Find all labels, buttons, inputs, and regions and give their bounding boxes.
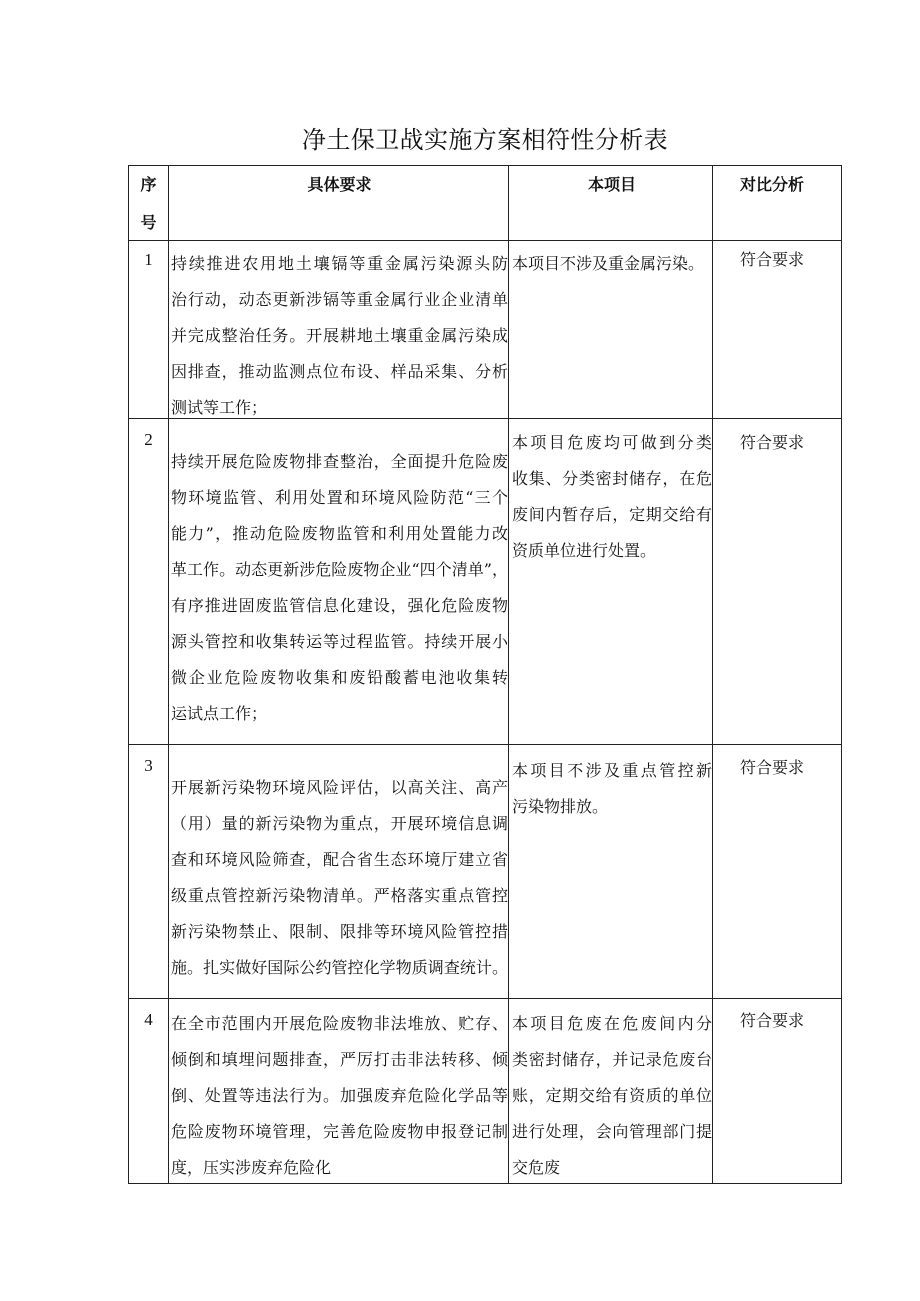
requirement-cell: [169, 999, 509, 1184]
requirement-line: 测试等工作；: [171, 398, 268, 417]
requirement-line: 查和环境风险筛查，配合省生态环境厅建立省: [171, 850, 508, 869]
requirement-line: 度，压实涉废弃危险化: [171, 1158, 332, 1177]
analysis-cell: [713, 999, 842, 1184]
requirement-line: 在全市范围内开展危险废物非法堆放、贮存、: [171, 1014, 508, 1033]
project-line: 收集、分类密封储存，在危: [512, 469, 712, 488]
row-index-cell: [129, 999, 169, 1184]
requirement-line: 施。扎实做好国际公约管控化学物质调查统计。: [171, 958, 508, 977]
requirement-cell: [169, 419, 509, 745]
header-analysis-label: 对比分析: [739, 175, 804, 194]
row-index: 4: [144, 1010, 153, 1029]
requirement-line: 因排查，推动监测点位布设、样品采集、分析: [171, 362, 508, 381]
project-cell: [509, 419, 713, 745]
requirement-line: 倾倒和填埋问题排查，严厉打击非法转移、倾: [171, 1050, 508, 1069]
project-line: 本项目危废在危废间内分: [512, 1014, 712, 1033]
requirement-line: （用）量的新污染物为重点，开展环境信息调: [171, 814, 508, 833]
header-project-label: 本项目: [587, 175, 636, 194]
compliance-analysis-table: [128, 165, 842, 1184]
project-line: 本项目不涉及重金属污染。: [512, 254, 705, 273]
analysis-cell: [713, 419, 842, 745]
requirement-line: 并完成整治任务。开展耕地土壤重金属污染成: [171, 326, 508, 345]
analysis-result: 符合要求: [739, 758, 804, 777]
header-requirement-cell: [169, 166, 509, 241]
analysis-cell: [713, 745, 842, 999]
requirement-line: 源头管控和收集转运等过程监管。持续开展小: [171, 632, 508, 651]
analysis-cell: [713, 241, 842, 419]
analysis-result: 符合要求: [739, 1011, 804, 1030]
row-index: 2: [144, 430, 153, 449]
project-cell: [509, 999, 713, 1184]
requirement-line: 革工作。动态更新涉危险废物企业“四个清单”，: [171, 560, 508, 579]
analysis-result: 符合要求: [739, 250, 804, 269]
header-index-cell: [129, 166, 169, 241]
document-title: 净土保卫战实施方案相符性分析表: [302, 126, 668, 154]
requirement-line: 持续推进农用地土壤镉等重金属污染源头防: [171, 254, 508, 273]
project-line: 资质单位进行处置。: [512, 541, 657, 560]
row-index-cell: [129, 419, 169, 745]
header-analysis-cell: [713, 166, 842, 241]
project-line: 账，定期交给有资质的单位: [512, 1086, 712, 1105]
requirement-line: 能力”，推动危险废物监管和利用处置能力改: [171, 524, 508, 543]
requirement-line: 开展新污染物环境风险评估，以高关注、高产: [171, 778, 508, 797]
header-index-label: 序号: [140, 175, 157, 232]
project-line: 污染物排放。: [512, 797, 609, 816]
row-index: 1: [144, 250, 153, 269]
requirement-line: 治行动，动态更新涉镉等重金属行业企业清单: [171, 290, 508, 309]
project-line: 本项目不涉及重点管控新: [512, 761, 712, 780]
project-cell: [509, 745, 713, 999]
requirement-line: 物环境监管、利用处置和环境风险防范“三个: [171, 488, 508, 507]
requirement-cell: [169, 241, 509, 419]
project-line: 本项目危废均可做到分类: [512, 433, 712, 452]
row-index-cell: [129, 241, 169, 419]
project-line: 类密封储存，并记录危废台: [512, 1050, 712, 1069]
requirement-line: 有序推进固废监管信息化建设，强化危险废物: [171, 596, 508, 615]
requirement-line: 倒、处置等违法行为。加强废弃危险化学品等: [171, 1086, 508, 1105]
project-cell: [509, 241, 713, 419]
project-line: 废间内暂存后，定期交给有: [512, 505, 712, 524]
analysis-result: 符合要求: [739, 433, 804, 452]
requirement-line: 级重点管控新污染物清单。严格落实重点管控: [171, 886, 508, 905]
requirement-line: 微企业危险废物收集和废铅酸蓄电池收集转: [171, 668, 508, 687]
requirement-line: 持续开展危险废物排查整治，全面提升危险废: [171, 452, 508, 471]
requirement-line: 运试点工作；: [171, 704, 268, 723]
requirement-line: 危险废物环境管理，完善危险废物申报登记制: [171, 1122, 508, 1141]
project-line: 进行处理，会向管理部门提: [512, 1122, 712, 1141]
project-line: 交危废: [512, 1158, 561, 1177]
requirement-cell: [169, 745, 509, 999]
header-project-cell: [509, 166, 713, 241]
header-requirement-label: 具体要求: [307, 175, 372, 194]
row-index: 3: [144, 756, 153, 775]
requirement-line: 新污染物禁止、限制、限排等环境风险管控措: [171, 922, 508, 941]
row-index-cell: [129, 745, 169, 999]
